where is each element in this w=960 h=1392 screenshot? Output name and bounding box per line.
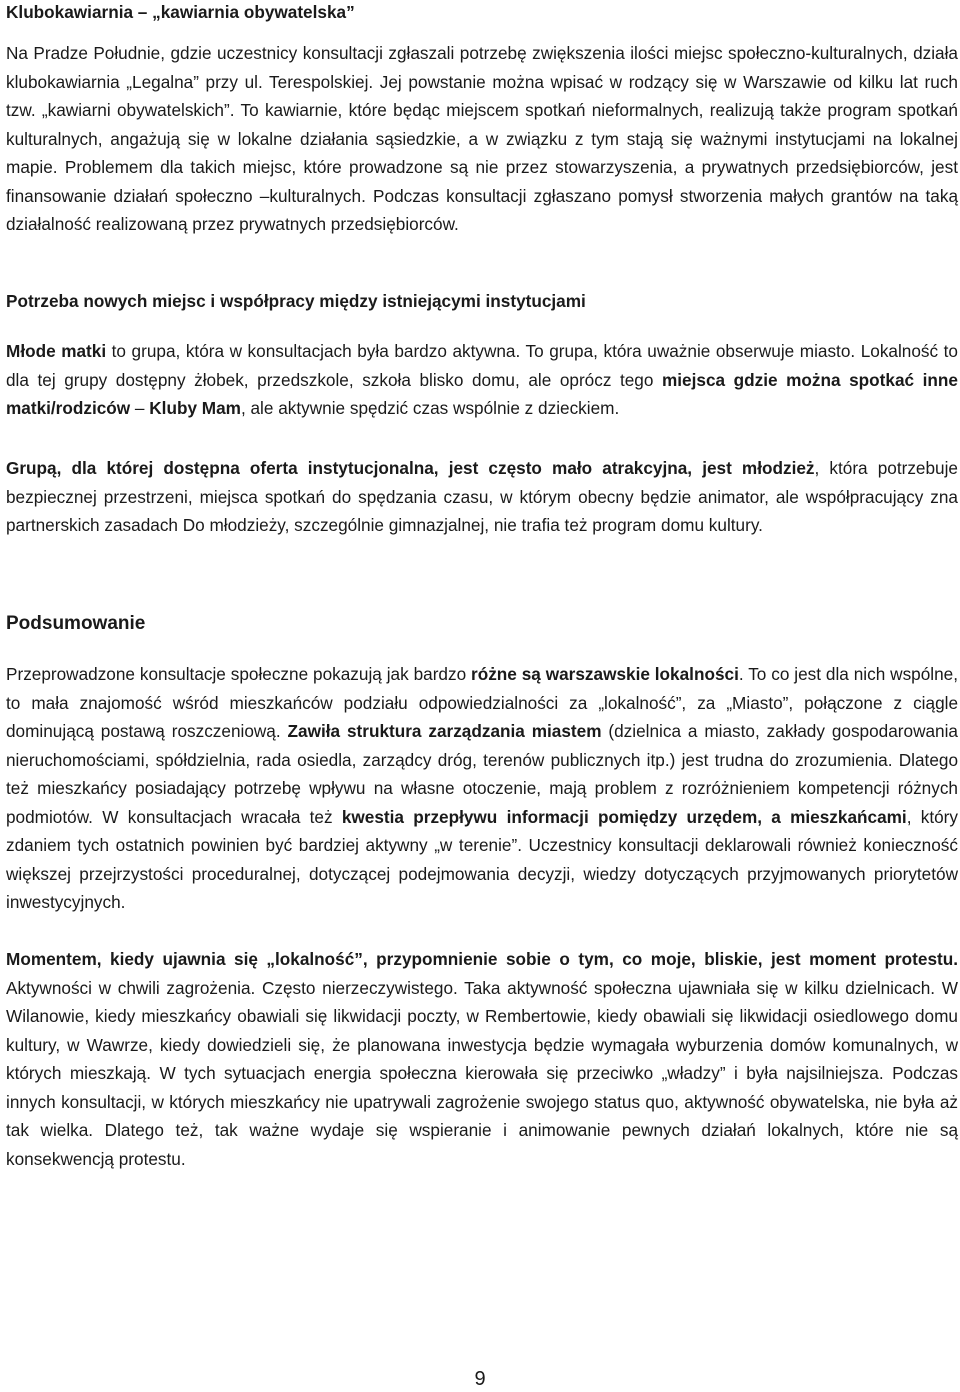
text-run: , która potrzebuje bezpiecznej przestrzeni, miejsca spotkań do spędzania czasu, w którym obecny będzie animator, ale współpracujący zna partnerskich zasadach Do młodzieży, szczególnie gimnazjalnej, nie trafia też program domu kultury. bbox=[6, 458, 958, 535]
paragraph-podsumowanie bbox=[6, 660, 958, 917]
text-run: to grupa, która w konsultacjach była bardzo aktywna. To grupa, która uważnie obserwuje miasto. Lokalność to dla tej grupy dostępny żłobek, przedszkole, szkoła blisko domu, ale oprócz tego bbox=[6, 341, 958, 390]
text-run: – bbox=[130, 398, 150, 418]
section-title-klubokawiarnia: Klubokawiarnia – „kawiarnia obywatelska” bbox=[6, 2, 355, 22]
text-run: Aktywności w chwili zagrożenia. Często nierzeczywistego. Taka aktywność społeczna ujawniała się w kilku dzielnicach. W Wilanowie, kiedy mieszkańcy obawiali się likwidacji poczty, w Rembertowie, kiedy obawiali się likwidacji osiedlowego domu kultury, w Wawrze, kiedy dowiedzieli się, że planowana inwestycja będzie wymagała wyburzenia domów komunalnych, w których mieszkają. W tych sytuacjach energia społeczna kierowała się przeciwko „władzy” i była najsilniejsza. Podczas innych konsultacji, w których mieszkańcy nie upatrywali zagrożenie swojego status quo, aktywność obywatelska, nie była aż tak wielka. Dlatego też, tak ważne wydaje się wspieranie i animowanie pewnych działań lokalnych, które nie są konsekwencją protestu. bbox=[6, 977, 958, 1169]
paragraph-mlode-matki bbox=[6, 337, 958, 423]
text-run: , który zdaniem tych ostatnich powinien być bardziej aktywny „w terenie”. Uczestnicy konsultacji deklarowali również konieczność większej przejrzystości proceduralnej, dotyczącej podejmowania decyzji, wiedzy dotyczących przyjmowanych priorytetów inwestycyjnych. bbox=[6, 806, 958, 912]
section-title-podsumowanie: Podsumowanie bbox=[6, 613, 146, 634]
bold-text-run: różne są warszawskie lokalności bbox=[471, 664, 739, 684]
bold-text-run: Kluby Mam bbox=[149, 398, 241, 418]
text-run: . To co jest dla nich wspólne, to mała znajomość wśród mieszkańców podziału odpowiedzialności za „lokalność”, za „Miasto”, połączone z ciągle dominującą postawą roszczeniową. bbox=[6, 664, 958, 741]
bold-text-run: Grupą, dla której dostępna oferta instytucjonalna, jest często mało atrakcyjna, jest młodzież bbox=[6, 458, 815, 478]
bold-text-run: kwestia przepływu informacji pomiędzy urzędem, a mieszkańcami bbox=[341, 806, 907, 827]
paragraph-mlodziez bbox=[6, 454, 958, 540]
text-run: Przeprowadzone konsultacje społeczne pokazują jak bardzo bbox=[6, 664, 472, 684]
bold-text-run: Młode matki bbox=[6, 341, 107, 361]
paragraph-momentem bbox=[6, 945, 958, 1173]
bold-text-run: Zawiła struktura zarządzania miastem bbox=[287, 721, 602, 741]
text-run: , ale aktywnie spędzić czas wspólnie z dzieckiem. bbox=[240, 398, 620, 418]
bold-text-run: miejsca gdzie można spotkać inne matki/rodziców bbox=[6, 369, 958, 418]
section-title-potrzeba: Potrzeba nowych miejsc i współpracy między istniejącymi instytucjami bbox=[6, 291, 586, 311]
bold-text-run: Momentem, kiedy ujawnia się „lokalność”, przypomnienie sobie o tym, co moje, bliskie, jest moment protestu. bbox=[6, 949, 958, 969]
page-number: 9 bbox=[474, 1368, 486, 1390]
text-run: (dzielnica a miasto, zakłady gospodarowania nieruchomościami, spółdzielnia, rada osiedla, zarządcy dróg, terenów publicznych itp.) jest trudna do zrozumienia. Dlatego też mieszkańcy posiadający potrzebę wpływu na własne otoczenie, mają problem z rozróżnieniem kompetencji różnych podmiotów. W konsultacjach wracała też bbox=[6, 721, 958, 827]
paragraph-klubokawiarnia: Na Pradze Południe, gdzie uczestnicy konsultacji zgłaszali potrzebę zwiększenia ilości miejsc społeczno-kulturalnych, działa klubokawiarnia „Legalna” przy ul. Terespolskiej. Jej powstanie można wpisać w rodzący się w Warszawie od kilku lat ruch tzw. „kawiarni obywatelskich”. To kawiarnie, które będąc miejscem spotkań nieformalnych, realizują także program spotkań kulturalnych, angażują się w lokalne działania sąsiedzkie, a w związku z tym stają się ważnymi instytucjami na lokalnej mapie. Problemem dla takich miejsc, które prowadzone są nie przez stowarzyszenia, a prywatnych przedsiębiorców, jest finansowanie działań społeczno –kulturalnych. Podczas konsultacji zgłaszano pomysł stworzenia małych grantów na taką działalność realizowaną przez prywatnych przedsiębiorców. bbox=[6, 43, 958, 234]
